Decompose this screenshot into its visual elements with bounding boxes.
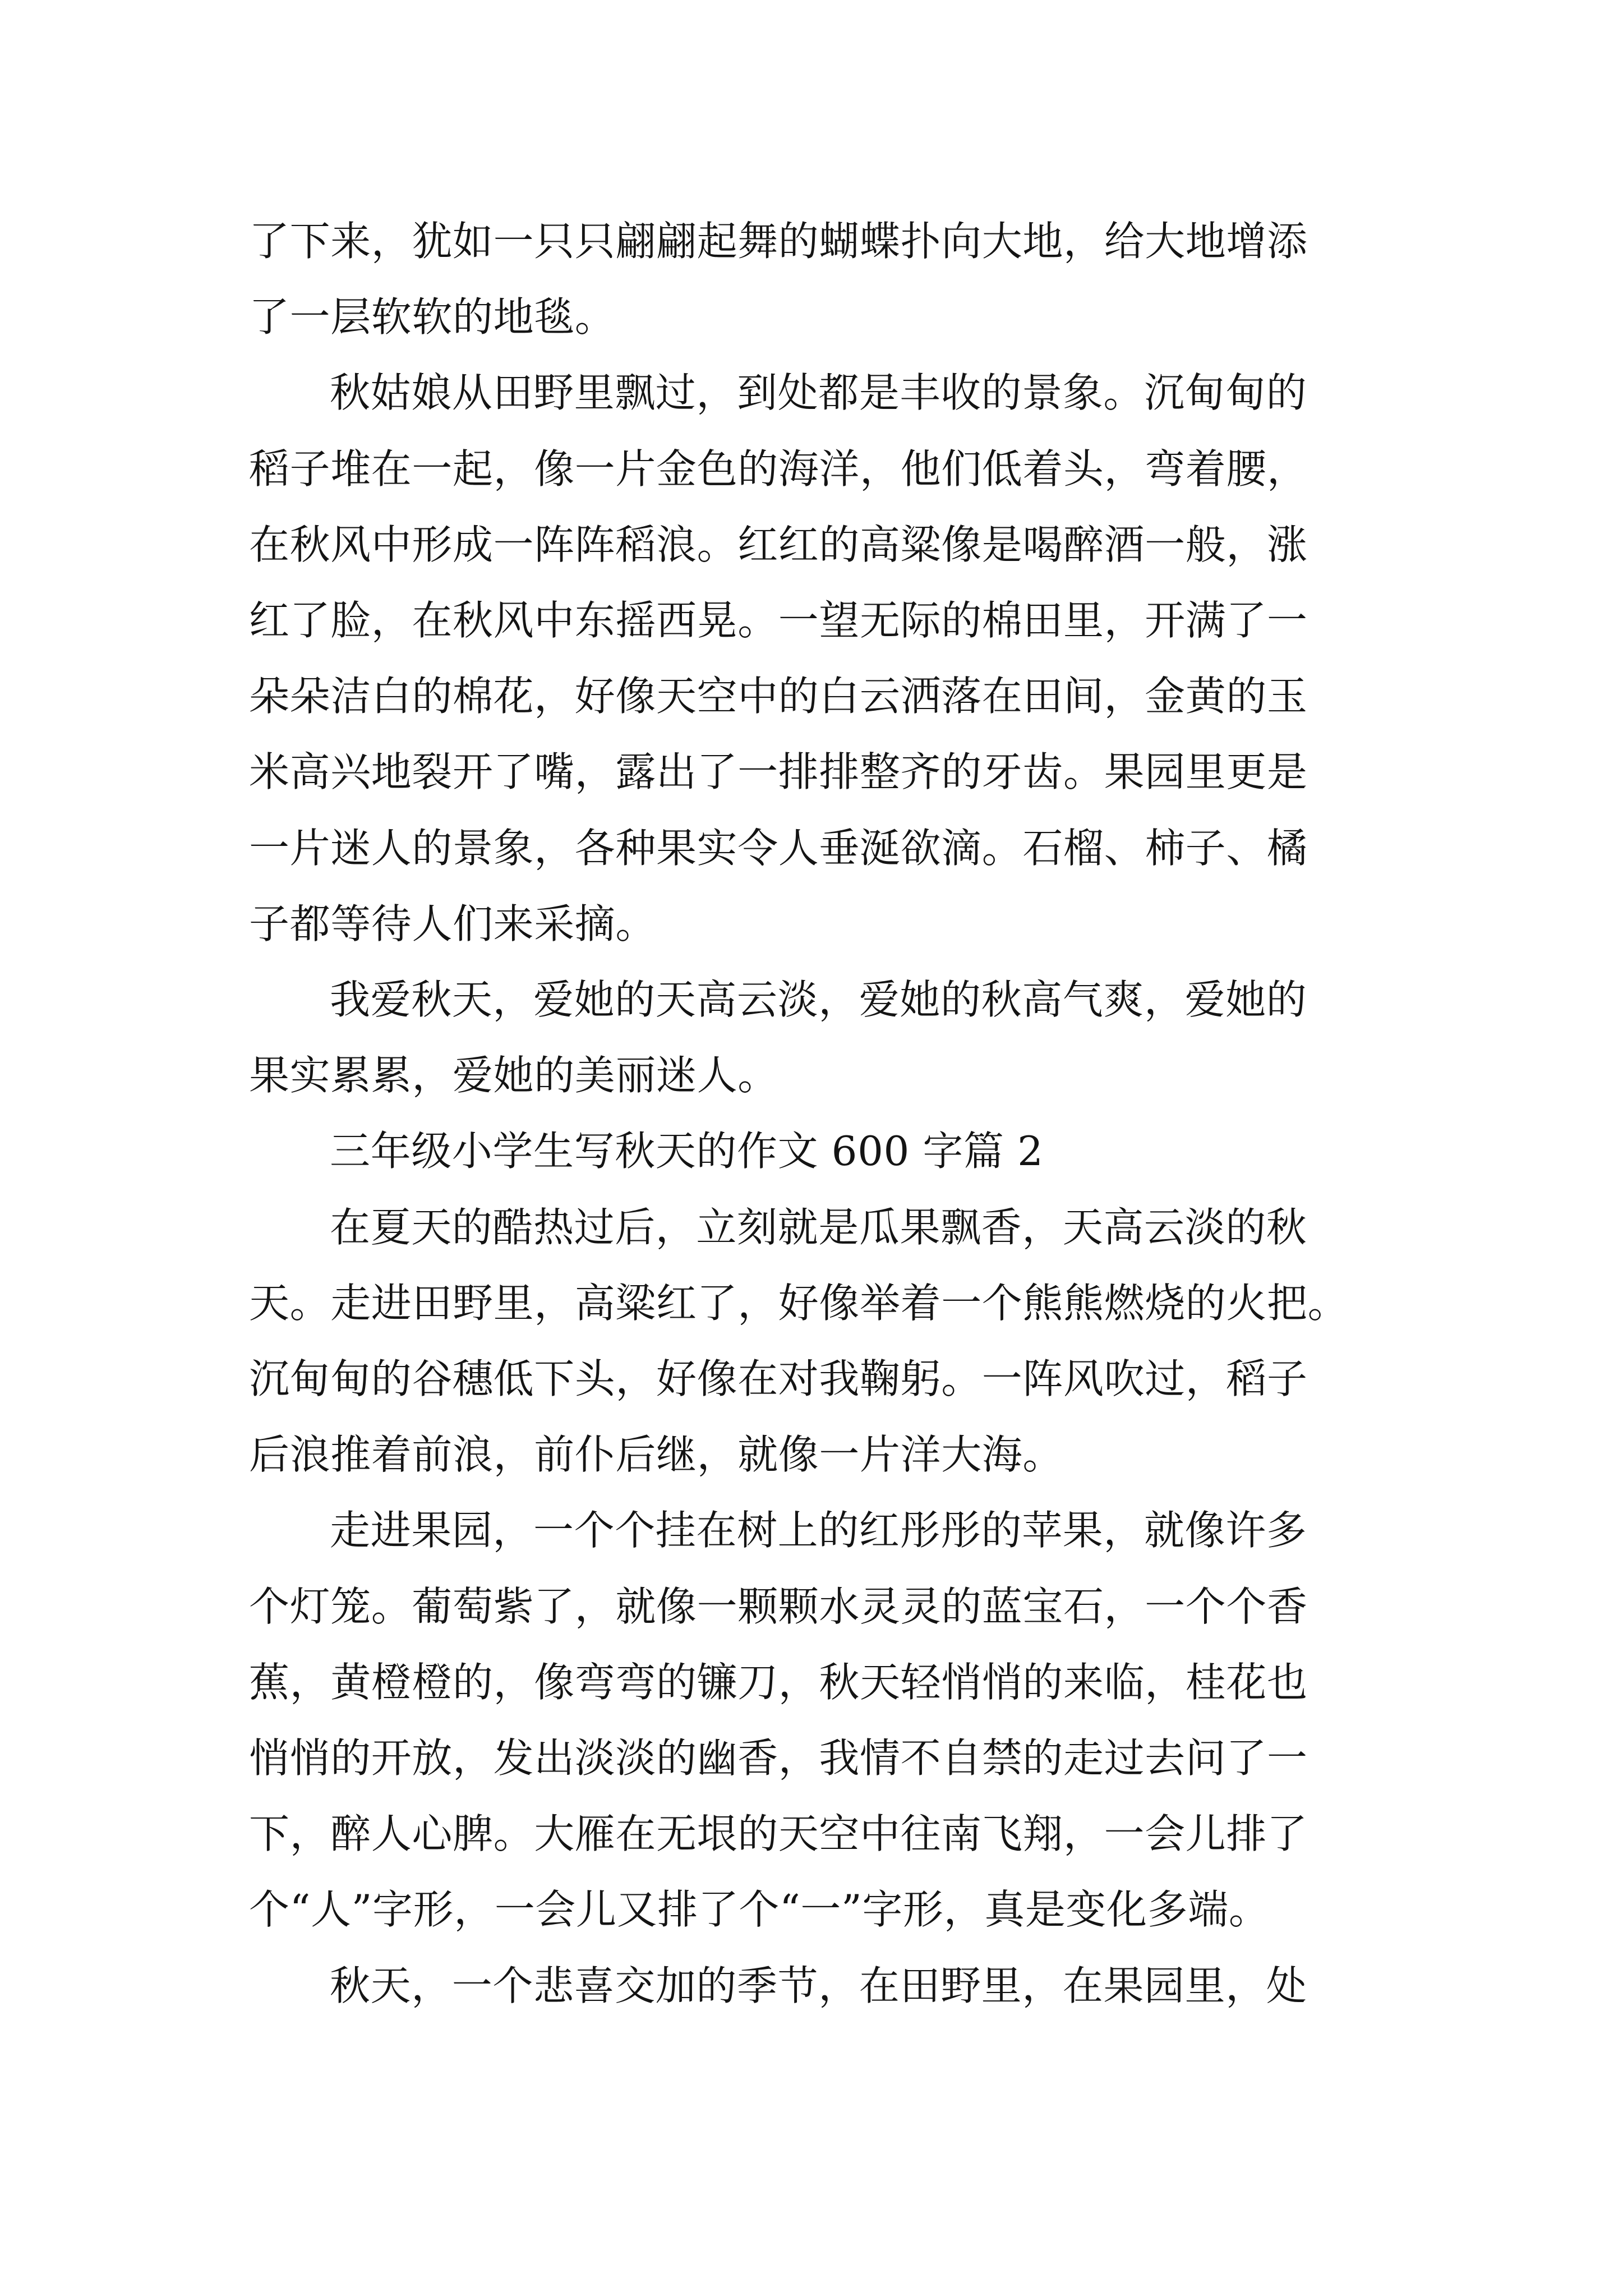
paragraph-autumn-season: 秋天，一个悲喜交加的季节，在田野里，在果园里，处 bbox=[330, 1962, 1307, 2009]
paragraph-autumn-fields: 秋姑娘从田野里飘过，到处都是丰收的景象。沉甸甸的 稻子堆在一起，像一片金色的海洋，他们低着头，弯着腰， 在秋风中形成一阵阵稻浪。红红的高粱像是喝醉酒一般，涨 红了脸，在秋风中东摇西晃。一望无际的棉田里，开满了一 朵朵洁白的棉花，好像天空中的白云洒落在田间，金黄的玉 米高兴地裂开了嘴，露出了一排排整齐的牙齿。果园里更是 一片迷人的景象，各种果实令人垂涎欲滴。石榴、柿子、橘 子都等待人们来采摘。 bbox=[249, 369, 1308, 947]
paragraph-after-summer: 在夏天的酷热过后，立刻就是瓜果飘香，天高云淡的秋 天。走进田野里，高粱红了，好像举着一个熊熊燃烧的火把。 沉甸甸的谷穗低下头，好像在对我鞠躬。一阵风吹过，稻子 后浪推着前浪，前仆后继，就像一片洋大海。 bbox=[249, 1203, 1349, 1479]
essay-body bbox=[249, 204, 1387, 2024]
paragraph-orchard: 走进果园，一个个挂在树上的红彤彤的苹果，就像许多 个灯笼。葡萄紫了，就像一颗颗水灵灵的蓝宝石，一个个香 蕉，黄橙橙的，像弯弯的镰刀，秋天轻悄悄的来临，桂花也 悄悄的开放，发出淡淡的幽香，我情不自禁的走过去问了一 下，醉人心脾。大雁在无垠的天空中往南飞翔，一会儿排了 个“人”字形，一会儿又排了个“一”字形，真是变化多端。 bbox=[249, 1507, 1308, 1934]
paragraph-continued: 了下来，犹如一只只翩翩起舞的蝴蝶扑向大地，给大地增添 了一层软软的地毯。 bbox=[249, 218, 1308, 341]
paragraph-love-autumn: 我爱秋天，爱她的天高云淡，爱她的秋高气爽，爱她的 果实累累，爱她的美丽迷人。 bbox=[249, 976, 1307, 1099]
essay-heading-2: 三年级小学生写秋天的作文 600 字篇 2 bbox=[330, 1128, 1044, 1175]
